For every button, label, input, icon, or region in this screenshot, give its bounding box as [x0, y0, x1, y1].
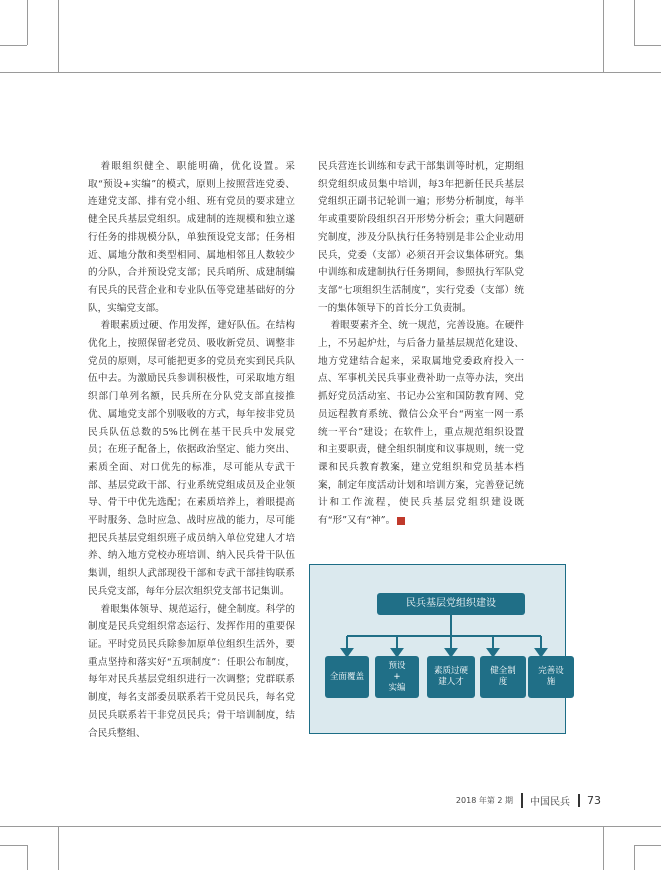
crop-mark — [603, 826, 604, 870]
node-label: 全面覆盖 — [329, 671, 364, 682]
text-column-right — [318, 158, 524, 530]
crop-mark — [634, 845, 635, 870]
crop-mark — [58, 72, 603, 73]
diagram-node — [528, 656, 574, 698]
diagram-node — [427, 656, 475, 698]
crop-mark — [58, 826, 59, 870]
paragraph — [318, 317, 524, 529]
arrow-head-icon — [392, 649, 402, 656]
arrow-head-icon — [342, 649, 352, 656]
node-label: 预设 + 实编 — [388, 660, 406, 693]
crop-mark — [58, 826, 603, 827]
paragraph: 民兵营连长训练和专武干部集训等时机，定期组织党组织成员集中培训，每3年把新任民兵基层党组织正副书记轮训一遍；形势分析制度，每半年或重要阶段组织召开形势分析会；重大问题研究制度，涉及分队执行任务特别是非公企业动用民兵，党委（支部）必须召开会议集体研究。集中训练和成建制执行任务期间，参照执行军队党支部“七项组织生活制度”，实行党委（支部）统一的集体领导下的首长分工负责制。 — [318, 161, 524, 314]
crop-mark — [27, 0, 28, 45]
paragraph: 着眼组织健全、职能明确，优化设置。采取“预设+实编”的模式，原则上按照营连党委、连建党支部、排有党小组、班有党员的要求建立健全民兵基层党组织。成建制的连规模和独立遂行任务的排规模分队，单独预设党支部；任务相近、属地分散和类型相同、属地相邻且人数较少的分队，合并预设党支部；民兵哨所、成建制编有民兵的民营企业和专业队伍等党建基础好的分队，实编党支部。 — [88, 161, 295, 314]
crop-mark — [0, 45, 27, 46]
arrow-head-icon — [536, 649, 546, 656]
crop-mark — [0, 72, 58, 73]
diagram-connectors — [310, 565, 567, 735]
paragraph-text: 着眼要素齐全、统一规范，完善设施。在硬件上，不另起炉灶，与后备力量基层规范化建设、地方党建结合起来，采取属地党委政府投入一点、军事机关民兵事业费补助一点等办法，突出抓好党员活动室、书记办公室和国防教育网、党员远程教育系统、微信公众平台“两室一网一系统一平台”建设；在软件上，重点规范组织设置和主要职责，健全组织制度和议事规则，统一党课和民兵教育教案，建立党组织和党员基本档案，制定年度活动计划和培训方案，完善登记统计和工作流程，使民兵基层党组织建设既有“形”又有“神”。 — [318, 320, 524, 527]
node-label: 健全制度 — [490, 666, 516, 687]
crop-mark — [634, 45, 661, 46]
arrow-head-icon — [446, 649, 456, 656]
text-column-left — [88, 158, 295, 742]
node-label: 完善设施 — [538, 666, 564, 687]
crop-mark — [634, 845, 661, 846]
crop-mark — [58, 0, 59, 72]
page-number: 73 — [578, 794, 601, 807]
page-footer — [456, 793, 601, 808]
crop-mark — [634, 0, 635, 45]
issue-label: 2018 年第 2 期 — [455, 796, 513, 805]
node-label: 素质过硬 建人才 — [433, 666, 468, 687]
end-mark-icon: ■ — [397, 517, 405, 525]
crop-mark — [603, 826, 661, 827]
crop-mark — [603, 0, 604, 72]
crop-mark — [0, 826, 58, 827]
diagram-node — [480, 656, 526, 698]
crop-mark — [27, 845, 28, 870]
diagram-node — [325, 656, 369, 698]
crop-mark — [0, 845, 27, 846]
magazine-name: 中国民兵 — [521, 793, 570, 808]
diagram-node — [375, 656, 419, 698]
org-diagram — [309, 564, 566, 734]
crop-mark — [603, 72, 661, 73]
paragraph: 着眼集体领导、规范运行，健全制度。科学的制度是民兵党组织常态运行、发挥作用的重要保证。平时党员民兵除参加原单位组织生活外，要重点坚持和落实好“五项制度”：任职公布制度，每年对民兵基层党组织进行一次调整；党群联系制度，每名支部委员联系若干党员民兵，每名党员民兵联系若干非党员民兵；骨干培训制度，结合民兵整组、 — [88, 603, 295, 739]
paragraph: 着眼素质过硬、作用发挥，建好队伍。在结构优化上，按照保留老党员、吸收新党员、调整非党员的原则，尽可能把更多的党员充实到民兵队伍中去。为激励民兵参训积极性，可采取地方组织部门单列名额，民兵所在分队党支部直接推优、属地党支部个别吸收的方式，每年按非党员民兵队伍总数的5%比例在基干民兵中发展党员；在班子配备上，依据政治坚定、能力突出、素质全面、对口优先的标准，尽可能从专武干部、基层党政干部、行业系统党组成员及企业领导、骨干中优先选配；在素质培养上，着眼提高平时服务、急时应急、战时应战的能力，尽可能把民兵基层党组织班子成员纳入单位党建人才培养、纳入地方党校办班培训、纳入民兵骨干队伍集训，组织人武部现役干部和专武干部挂钩联系民兵党支部，每年分层次组织党支部书记集训。 — [88, 320, 295, 597]
arrow-head-icon — [488, 649, 498, 656]
diagram-title: 民兵基层党组织建设 — [377, 593, 525, 615]
